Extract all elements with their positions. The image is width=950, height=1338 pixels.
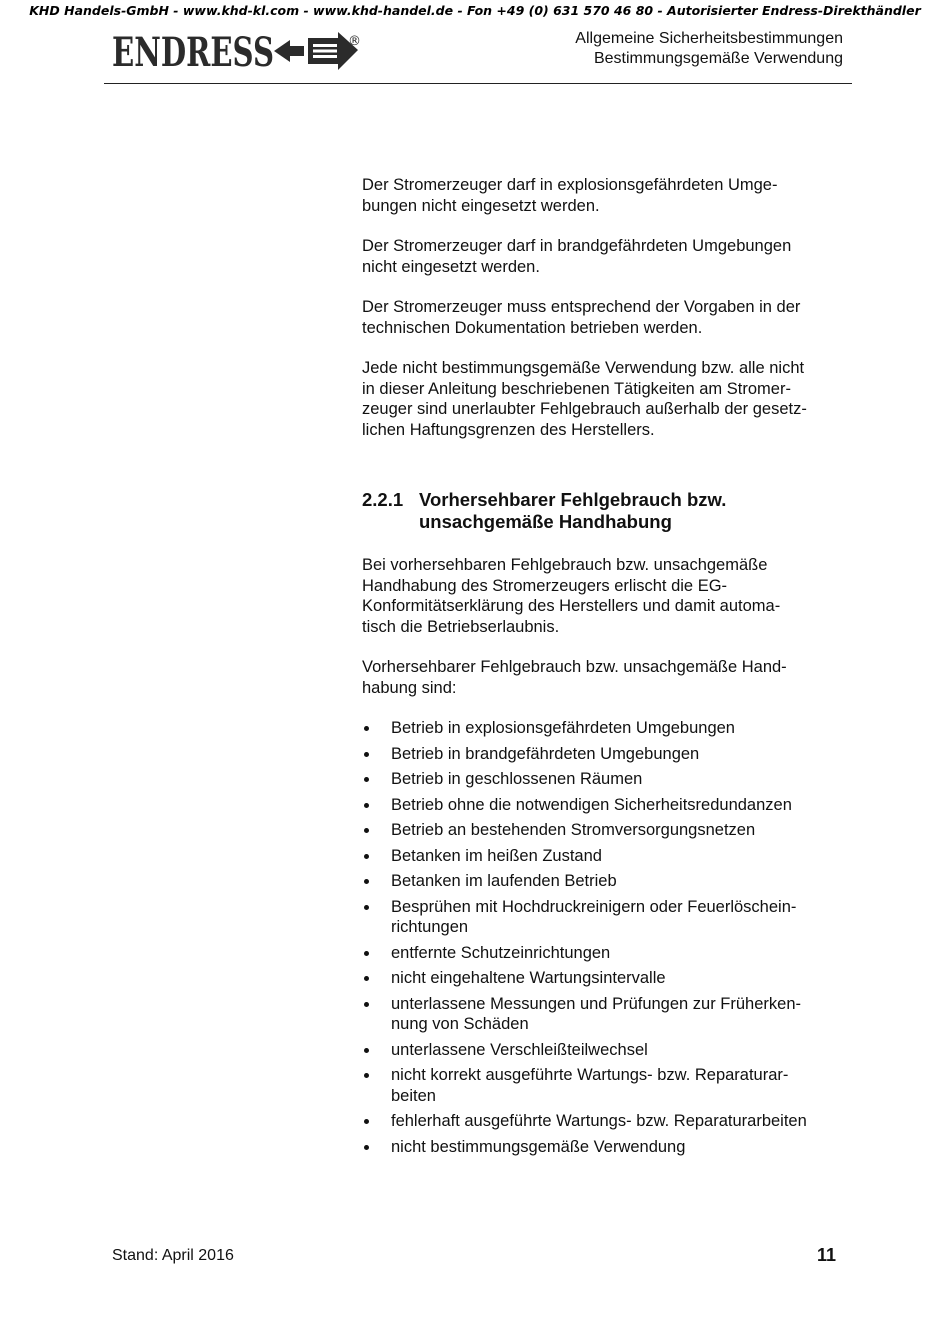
list-item: nicht korrekt ausgeführte Wartungs- bzw. Reparaturar- beiten xyxy=(362,1065,842,1106)
paragraph: Der Stromerzeuger darf in brandgefährdeten Umgebungen nicht eingesetzt werden. xyxy=(362,237,792,276)
section-heading xyxy=(362,489,842,533)
main-content xyxy=(362,175,842,1162)
endress-logo xyxy=(112,30,364,74)
list-item: unterlassene Messungen und Prüfungen zur Früherken- nung von Schäden xyxy=(362,994,842,1035)
list-item: nicht eingehaltene Wartungsintervalle xyxy=(362,968,842,989)
page-number: 11 xyxy=(816,1245,836,1265)
section-title: Vorhersehbarer Fehlgebrauch bzw. unsachgemäße Handhabung xyxy=(419,489,727,532)
list-item: Betrieb in explosionsgefährdeten Umgebungen xyxy=(362,718,842,739)
bullet-icon xyxy=(364,905,369,910)
footer-date: Stand: April 2016 xyxy=(112,1247,234,1264)
bullet-icon xyxy=(364,1145,369,1150)
header-title-line2: Bestimmungsgemäße Verwendung xyxy=(593,50,843,67)
header-divider xyxy=(104,83,852,84)
list-item: Betrieb in brandgefährdeten Umgebungen xyxy=(362,744,842,765)
paragraph: Vorhersehbarer Fehlgebrauch bzw. unsachgemäße Hand- habung sind: xyxy=(362,658,787,697)
paragraph: Der Stromerzeuger darf in explosionsgefährdeten Umge- bungen nicht eingesetzt werden. xyxy=(362,176,778,215)
header-title-line1: Allgemeine Sicherheitsbestimmungen xyxy=(575,30,843,47)
bullet-icon xyxy=(364,1002,369,1007)
bullet-icon xyxy=(364,976,369,981)
paragraph: Bei vorhersehbaren Fehlgebrauch bzw. unsachgemäße Handhabung des Stromerzeugers erlischt die EG- Konformitätserklärung des Herstellers und damit automa- tisch die Betriebserlaubnis. xyxy=(362,556,781,636)
registered-mark: ® xyxy=(348,34,361,49)
dealer-banner: KHD Handels-GmbH - www.khd-kl.com - www.khd-handel.de - Fon +49 (0) 631 570 46 80 - Autorisierter Endress-Direkthändler xyxy=(29,3,921,18)
list-item: nicht bestimmungsgemäße Verwendung xyxy=(362,1137,842,1158)
bullet-icon xyxy=(364,803,369,808)
list-item: Betanken im laufenden Betrieb xyxy=(362,871,842,892)
misuse-list xyxy=(362,718,842,1157)
list-item: entfernte Schutzeinrichtungen xyxy=(362,943,842,964)
list-item: Betrieb in geschlossenen Räumen xyxy=(362,769,842,790)
logo-wordmark: ENDRESS xyxy=(112,30,274,74)
bullet-icon xyxy=(364,879,369,884)
bullet-icon xyxy=(364,854,369,859)
bullet-icon xyxy=(364,726,369,731)
list-item: Betanken im heißen Zustand xyxy=(362,846,842,867)
bullet-icon xyxy=(364,752,369,757)
list-item: unterlassene Verschleißteilwechsel xyxy=(362,1040,842,1061)
bullet-icon xyxy=(364,777,369,782)
bullet-icon xyxy=(364,828,369,833)
paragraph: Jede nicht bestimmungsgemäße Verwendung bzw. alle nicht in dieser Anleitung beschriebenen Tätigkeiten am Stromer- zeuger sind unerlaubter Fehlgebrauch außerhalb der gesetz- lichen Haftungsgrenzen des Herstellers. xyxy=(362,359,807,439)
bullet-icon xyxy=(364,1073,369,1078)
paragraph: Der Stromerzeuger muss entsprechend der Vorgaben in der technischen Dokumentation betrieben werden. xyxy=(362,298,801,337)
bullet-icon xyxy=(364,1119,369,1124)
list-item: Betrieb an bestehenden Stromversorgungsnetzen xyxy=(362,820,842,841)
list-item: fehlerhaft ausgeführte Wartungs- bzw. Reparaturarbeiten xyxy=(362,1111,842,1132)
section-number: 2.2.1 xyxy=(362,489,404,510)
bullet-icon xyxy=(364,1048,369,1053)
bullet-icon xyxy=(364,951,369,956)
list-item: Betrieb ohne die notwendigen Sicherheitsredundanzen xyxy=(362,795,842,816)
document-header xyxy=(575,29,843,69)
list-item: Besprühen mit Hochdruckreinigern oder Feuerlöschein- richtungen xyxy=(362,897,842,938)
